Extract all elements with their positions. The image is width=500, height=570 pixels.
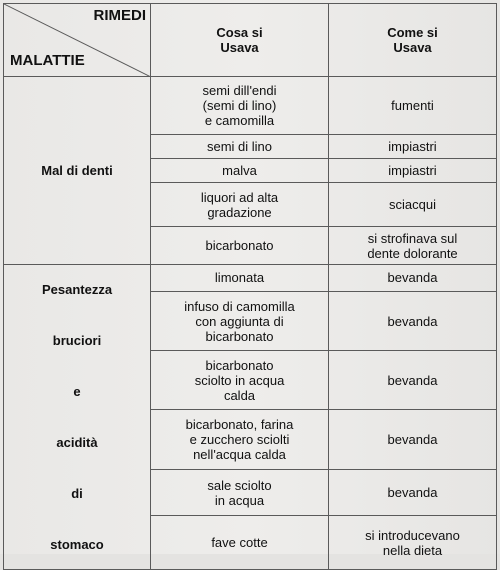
disease-line: bruciori [52,333,102,348]
remedy-cell: malva [151,159,329,183]
disease-lines [8,282,146,552]
disease-line: di [71,486,83,501]
usage-cell: bevanda [329,470,497,516]
remedy-cell: semi di lino [151,135,329,159]
usage-cell: sciacqui [329,183,497,227]
disease-cell-toothache: Mal di denti [4,77,151,265]
remedy-cell: bicarbonato, farina e zucchero sciolti nell'acqua calda [151,410,329,470]
disease-line: e [73,384,81,399]
usage-cell: bevanda [329,265,497,292]
disease-line: acidità [56,435,98,450]
disease-cell-stomach [4,265,151,570]
remedy-cell: infuso di camomilla con aggiunta di bicarbonato [151,291,329,350]
remedy-cell: liquori ad alta gradazione [151,183,329,227]
usage-cell: si introducevano nella dieta [329,516,497,570]
usage-cell: si strofinava sul dente dolorante [329,227,497,265]
usage-cell: bevanda [329,291,497,350]
corner-label-remedies: RIMEDI [93,7,146,24]
table-row [4,77,497,135]
usage-cell: fumenti [329,77,497,135]
usage-cell: bevanda [329,410,497,470]
column-header-what: Cosa si Usava [151,4,329,77]
corner-label-diseases: MALATTIE [10,52,85,69]
remedy-cell: bicarbonato [151,227,329,265]
header-row [4,4,497,77]
remedy-cell: fave cotte [151,516,329,570]
remedies-table [3,3,497,570]
disease-line: Pesantezza [41,282,113,297]
usage-cell: impiastri [329,135,497,159]
remedy-cell: limonata [151,265,329,292]
table-row [4,265,497,292]
header-corner-cell [4,4,151,77]
usage-cell: impiastri [329,159,497,183]
remedy-cell: bicarbonato sciolto in acqua calda [151,351,329,410]
column-header-how: Come si Usava [329,4,497,77]
disease-line: stomaco [50,537,104,552]
remedy-cell: sale sciolto in acqua [151,470,329,516]
usage-cell: bevanda [329,351,497,410]
remedy-cell: semi dill'endi (semi di lino) e camomilla [151,77,329,135]
